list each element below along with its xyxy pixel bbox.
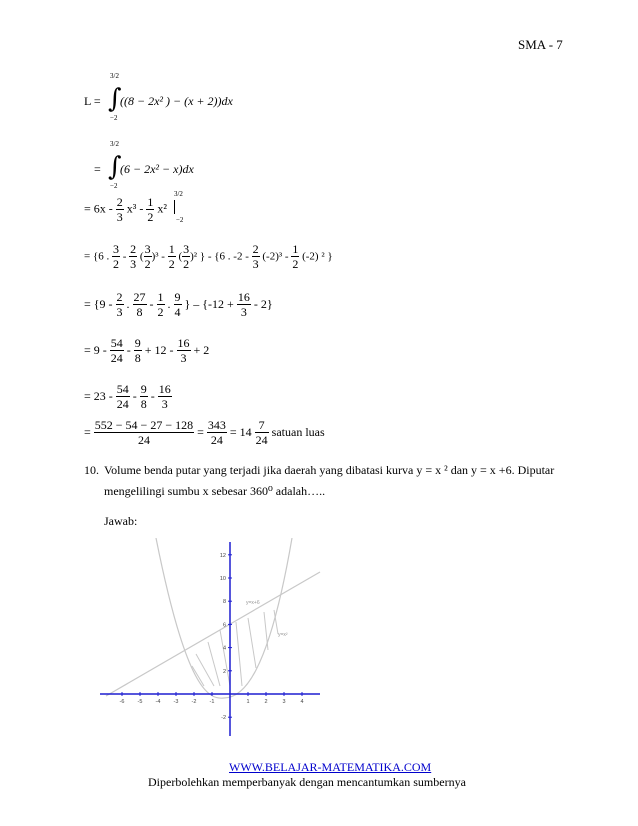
x-tick-label: 1 xyxy=(246,699,250,705)
fraction: $\frac{9}{4}$ xyxy=(174,290,181,319)
text: - xyxy=(149,297,154,311)
question-number: 10. xyxy=(84,463,99,477)
footer-link[interactable] xyxy=(229,760,431,774)
step-4 xyxy=(84,242,333,271)
text: = xyxy=(84,425,91,439)
fraction: $\frac{16}{3}$ xyxy=(158,382,171,411)
line-label: y=x+6 xyxy=(246,600,260,606)
text: = {6 . xyxy=(84,250,110,263)
evaluation-bar: 3/2 −2 xyxy=(173,190,184,224)
fraction: $\frac{3}{2}$ xyxy=(112,242,119,271)
y-tick-label: 4 xyxy=(222,645,226,652)
text: - xyxy=(126,343,131,357)
fraction: $\frac{1}{2}$ xyxy=(157,290,164,319)
step-8 xyxy=(84,418,325,447)
text: - xyxy=(150,389,155,403)
y-tick-label: 12 xyxy=(219,552,226,559)
fraction: $\frac{7}{24}$ xyxy=(255,418,268,447)
fraction: $\frac{1}{2}$ xyxy=(292,242,299,271)
text: x³ - xyxy=(126,201,144,216)
fraction: $\frac{1}{2}$ xyxy=(147,194,154,224)
integral-sign: ∫ xyxy=(108,152,122,182)
fraction: $\frac{16}{3}$ xyxy=(237,290,250,319)
line-curve xyxy=(106,572,320,696)
equals: = xyxy=(94,162,101,176)
text: - xyxy=(122,250,127,263)
step-7 xyxy=(84,382,172,411)
text: + 12 - xyxy=(144,343,174,357)
fraction: $\frac{2}{3}$ xyxy=(116,290,123,319)
fraction: $\frac{9}{8}$ xyxy=(140,382,147,411)
fraction: $\frac{16}{3}$ xyxy=(177,336,190,365)
x-tick-label: -1 xyxy=(209,699,215,705)
lower-limit: −2 xyxy=(110,182,118,190)
lower-limit: −2 xyxy=(110,114,118,122)
text: = {9 - xyxy=(84,297,113,311)
footer-note: Diperbolehkan memperbanyak dengan mencantumkan sumbernya xyxy=(148,775,466,789)
x-tick-label: 2 xyxy=(264,699,268,705)
x-tick-label: -6 xyxy=(119,699,125,705)
page-label: SMA - 7 xyxy=(518,37,563,52)
step-6 xyxy=(84,336,209,365)
integrand: (6 − 2x² − x)dx xyxy=(120,162,194,176)
text: - xyxy=(132,389,137,403)
lhs: L = xyxy=(84,94,101,108)
text: )² } - {6 . -2 - xyxy=(190,250,249,263)
text: (-2)³ - xyxy=(262,250,289,263)
text: = 14 xyxy=(229,425,252,439)
x-tick-label: -5 xyxy=(137,699,143,705)
text: } – {-12 + xyxy=(184,297,234,311)
question-line-1: Volume benda putar yang terjadi jika daerah yang dibatasi kurva y = x ² dan y = x +6. Diputar xyxy=(104,463,555,477)
graph xyxy=(96,538,324,740)
text: = xyxy=(197,425,204,439)
fraction: $\frac{3}{2}$ xyxy=(144,242,151,271)
step-3 xyxy=(84,192,190,226)
fraction: $\frac{54}{24}$ xyxy=(116,382,129,411)
fraction: $\frac{2}{3}$ xyxy=(252,242,259,271)
fraction: $\frac{552 - 54 - 27 - 128}{24}$ xyxy=(94,418,194,447)
fraction: $\frac{9}{8}$ xyxy=(134,336,141,365)
text: . xyxy=(167,297,171,311)
text: ( xyxy=(139,250,144,263)
fraction: $\frac{3}{2}$ xyxy=(183,242,190,271)
step-5 xyxy=(84,290,273,319)
text: = 6x - xyxy=(84,201,113,216)
upper-limit: 3/2 xyxy=(110,140,119,148)
x-tick-label: -4 xyxy=(155,699,161,705)
x-tick-label: -3 xyxy=(173,699,179,705)
answer-label: Jawab: xyxy=(104,514,138,528)
fraction: $\frac{2}{3}$ xyxy=(116,194,123,224)
text: + 2 xyxy=(193,343,210,357)
website-link[interactable]: WWW.BELAJAR-MATEMATIKA.COM xyxy=(229,760,432,774)
y-tick-label: 6 xyxy=(222,622,226,629)
text: - 2} xyxy=(253,297,273,311)
text: satuan luas xyxy=(271,425,325,439)
x-tick-label: 4 xyxy=(300,699,304,705)
upper-limit: 3/2 xyxy=(110,72,119,80)
y-tick-label: -2 xyxy=(221,715,226,722)
fraction: $\frac{1}{2}$ xyxy=(168,242,175,271)
integrand: ((8 − 2x² ) − (x + 2))dx xyxy=(120,94,233,108)
text: = 9 - xyxy=(84,343,107,357)
x-tick-label: -2 xyxy=(191,699,197,705)
fraction: $\frac{54}{24}$ xyxy=(110,336,123,365)
text: )³ - xyxy=(151,250,165,263)
x-tick-label: 3 xyxy=(282,699,286,705)
text: x² xyxy=(157,201,167,216)
y-tick-label: 8 xyxy=(222,599,226,606)
text: (-2) ² } xyxy=(302,250,333,263)
text: ( xyxy=(178,250,183,263)
fraction: $\frac{343}{24}$ xyxy=(207,418,226,447)
text: = 23 - xyxy=(84,389,113,403)
integral-sign: ∫ xyxy=(108,84,122,114)
question-line-2: mengelilingi sumbu x sebesar 360⁰ adalah….. xyxy=(104,484,326,498)
text: . xyxy=(126,297,130,311)
y-tick-label: 10 xyxy=(219,576,226,582)
fraction: $\frac{27}{8}$ xyxy=(133,290,146,319)
fraction: $\frac{2}{3}$ xyxy=(130,242,137,271)
parabola-label: y=x² xyxy=(278,632,288,638)
y-tick-label: 2 xyxy=(222,668,226,675)
